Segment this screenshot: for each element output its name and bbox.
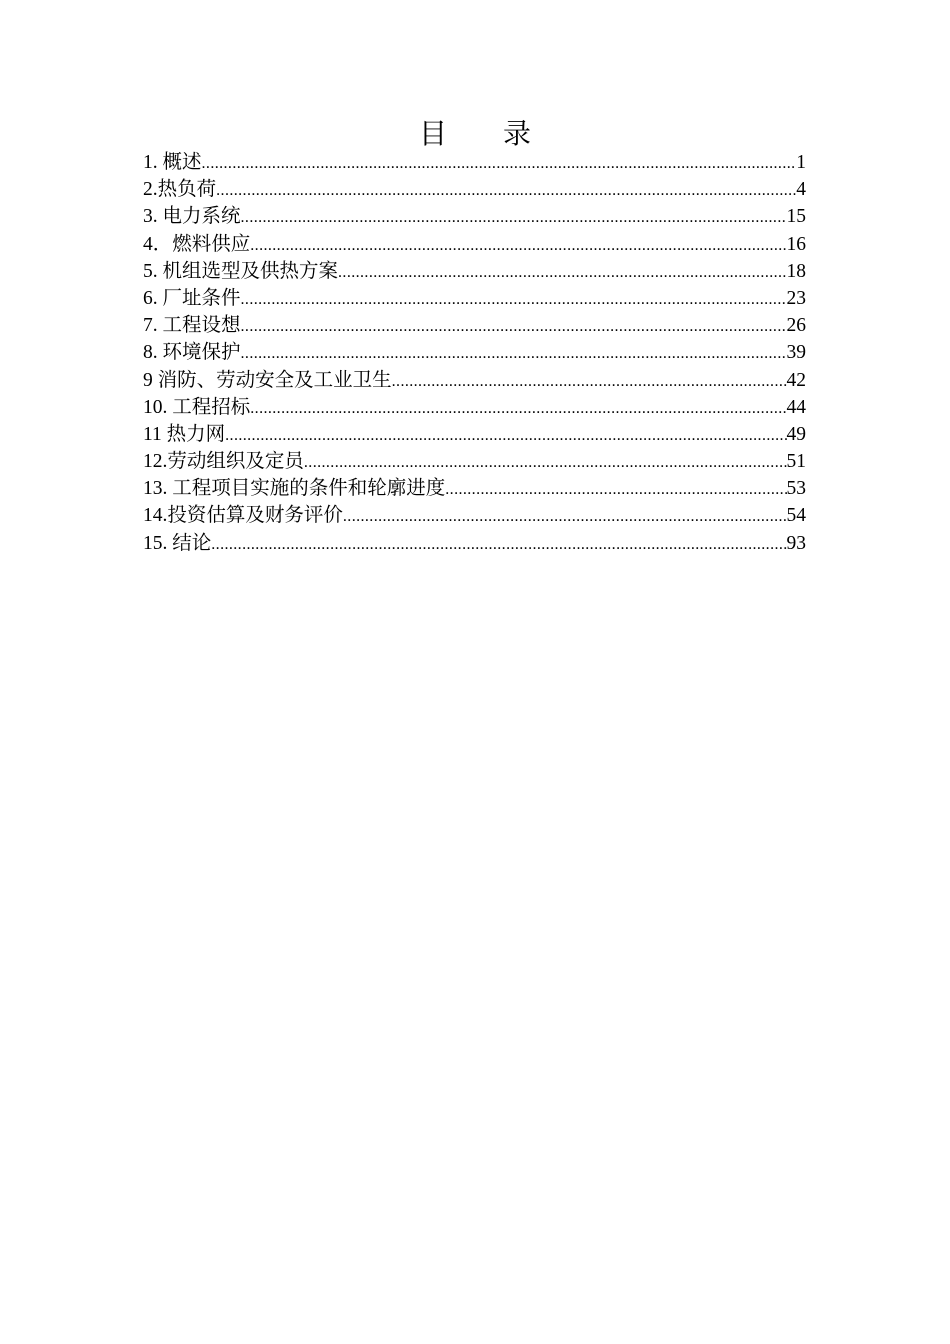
toc-leader-dots	[225, 422, 786, 449]
toc-entry-label: 1. 概述	[143, 152, 202, 173]
toc-title-right: 录	[503, 117, 532, 150]
toc-entry-8[interactable]	[143, 339, 806, 366]
toc-leader-dots	[392, 368, 787, 395]
toc-entry-13[interactable]	[143, 475, 806, 502]
toc-entry-page: 51	[786, 451, 806, 473]
toc-entry-label: 12.劳动组织及定员	[143, 451, 304, 473]
toc-leader-dots	[250, 232, 786, 259]
toc-entry-label: 14.投资估算及财务评价	[143, 505, 343, 527]
toc-entry-label: 4．燃料供应	[143, 233, 251, 255]
toc-entry-label: 8. 环境保护	[143, 342, 241, 364]
toc-entry-5[interactable]	[143, 258, 806, 285]
toc-entry-page: 4	[796, 179, 806, 201]
toc-entry-page: 42	[786, 369, 806, 391]
toc-entry-page: 1	[796, 152, 806, 173]
toc-entry-label: 9 消防、劳动安全及工业卫生	[143, 369, 392, 391]
toc-entry-3[interactable]	[143, 203, 806, 230]
toc-leader-dots	[216, 177, 796, 204]
toc-leader-dots	[250, 395, 786, 422]
toc-leader-dots	[241, 313, 787, 340]
toc-entry-page: 26	[786, 315, 806, 337]
toc-entry-4[interactable]	[143, 231, 806, 258]
toc-list	[143, 149, 806, 557]
toc-entry-page: 53	[786, 478, 806, 500]
toc-entry-11[interactable]	[143, 421, 806, 448]
toc-entry-12[interactable]	[143, 448, 806, 475]
toc-entry-10[interactable]	[143, 394, 806, 421]
toc-leader-dots	[241, 204, 787, 231]
toc-entry-label: 3. 电力系统	[143, 206, 241, 228]
toc-entry-1[interactable]	[143, 149, 806, 176]
toc-entry-label: 11 热力网	[143, 423, 226, 445]
toc-entry-label: 5. 机组选型及供热方案	[143, 260, 339, 282]
toc-leader-dots	[343, 503, 787, 530]
toc-entry-6[interactable]	[143, 285, 806, 312]
toc-title-left: 目	[418, 117, 447, 150]
toc-leader-dots	[338, 259, 786, 286]
toc-entry-2[interactable]	[143, 176, 806, 203]
toc-title	[0, 114, 950, 154]
toc-leader-dots	[445, 476, 786, 503]
toc-entry-label: 7. 工程设想	[143, 315, 241, 337]
toc-entry-label: 13. 工程项目实施的条件和轮廓进度	[143, 478, 446, 500]
toc-entry-page: 93	[786, 532, 806, 554]
toc-entry-15[interactable]	[143, 530, 806, 557]
toc-entry-page: 23	[786, 287, 806, 309]
toc-leader-dots	[304, 449, 787, 476]
toc-entry-page: 18	[786, 260, 806, 282]
toc-entry-7[interactable]	[143, 312, 806, 339]
toc-entry-page: 49	[786, 423, 806, 445]
toc-entry-14[interactable]	[143, 502, 806, 529]
toc-leader-dots	[211, 531, 786, 558]
toc-entry-label: 10. 工程招标	[143, 396, 251, 418]
toc-entry-9[interactable]	[143, 367, 806, 394]
toc-entry-page: 15	[786, 206, 806, 228]
toc-entry-page: 16	[786, 233, 806, 255]
toc-entry-page: 39	[786, 342, 806, 364]
toc-entry-page: 44	[786, 396, 806, 418]
toc-leader-dots	[241, 340, 787, 367]
toc-entry-label: 15. 结论	[143, 532, 212, 554]
toc-entry-label: 6. 厂址条件	[143, 287, 241, 309]
toc-leader-dots	[202, 150, 797, 177]
toc-leader-dots	[241, 286, 787, 313]
toc-entry-label: 2.热负荷	[143, 179, 217, 201]
toc-entry-page: 54	[786, 505, 806, 527]
